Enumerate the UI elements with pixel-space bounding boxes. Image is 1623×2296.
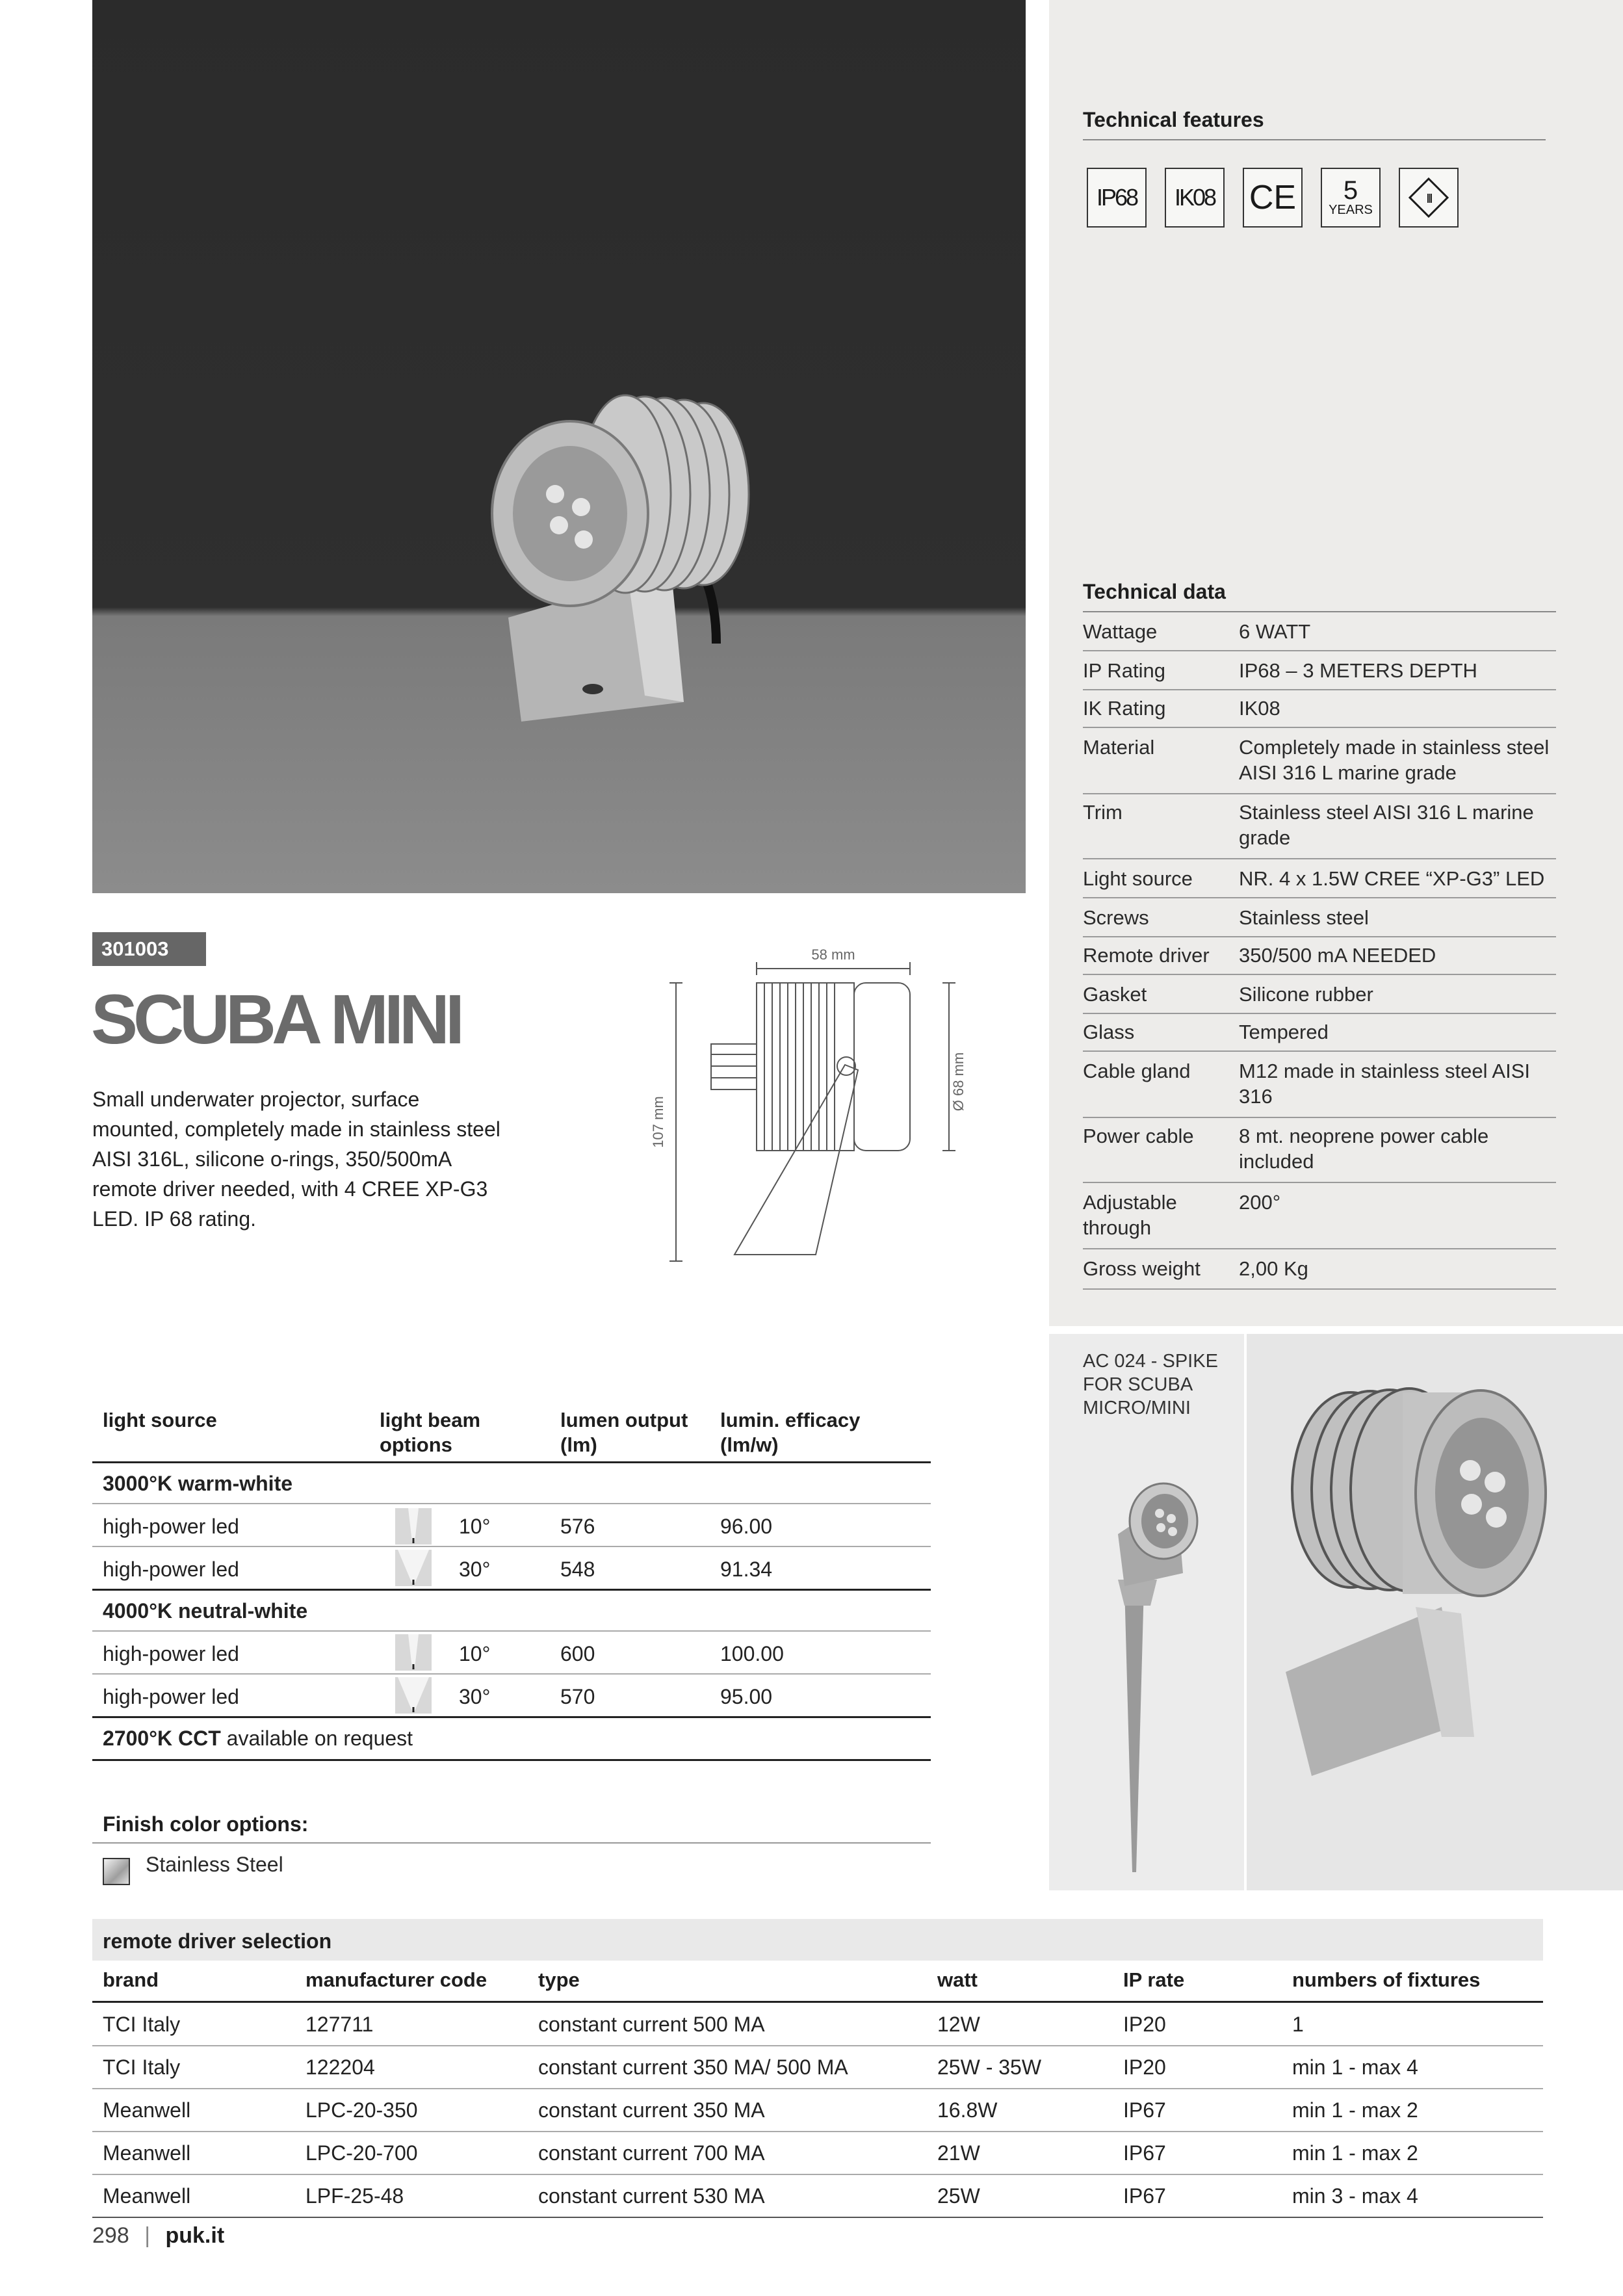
divider [1083,611,1556,612]
class-iii-symbol [1406,175,1451,220]
driver-watt-cell: 25W [937,2184,980,2208]
divider [92,1759,931,1761]
finish-title: Finish color options: [103,1812,309,1836]
light-source-cell: high-power led [103,1685,239,1708]
driver-code-cell: 127711 [305,2013,374,2036]
tech-row: Gasket Silicone rubber [1083,982,1556,1014]
efficacy-cell: 100.00 [720,1642,784,1665]
tech-row: IP Rating IP68 – 3 METERS DEPTH [1083,658,1556,690]
driver-ip-cell: IP20 [1123,2013,1166,2036]
dim-diameter-label: Ø 68 mm [950,1052,967,1112]
stainless-steel-swatch [103,1858,130,1885]
class-iii-icon [1399,168,1459,228]
footer-site-link[interactable]: puk.it [165,2223,225,2248]
accessory-label: AC 024 - SPIKE FOR SCUBA MICRO/MINI [1083,1351,1218,1418]
col-header-ip-rate: IP rate [1123,1968,1185,1991]
driver-fixtures-cell: min 1 - max 4 [1292,2055,1418,2079]
divider [92,1503,931,1504]
product-code-badge: 301003 [92,932,206,966]
product-photo [92,0,1026,893]
group-label: 3000°K warm-white [103,1472,293,1495]
driver-watt-cell: 25W - 35W [937,2055,1042,2079]
driver-fixtures-cell: 1 [1292,2013,1304,2036]
lumen-cell: 570 [560,1685,595,1708]
technical-features-title: Technical features [1083,108,1264,131]
finish-option-label: Stainless Steel [146,1853,283,1876]
divider [92,2174,1543,2175]
divider [92,2045,1543,2046]
driver-type-cell: constant current 700 MA [538,2141,765,2165]
driver-brand-cell: TCI Italy [103,2055,181,2079]
lumen-cell: 576 [560,1515,595,1538]
driver-ip-cell: IP67 [1123,2098,1166,2122]
efficacy-cell: 95.00 [720,1685,773,1708]
group-label: 4000°K neutral-white [103,1599,308,1623]
product-photo-illustration [92,0,1026,893]
ik08-icon: IK08 [1165,168,1225,228]
tech-row: Remote driver 350/500 mA NEEDED [1083,943,1556,975]
dim-width-label: 58 mm [811,946,855,963]
driver-watt-cell: 16.8W [937,2098,998,2122]
divider [92,1842,931,1844]
dim-height-label: 107 mm [650,1096,666,1148]
tech-row: Gross weight 2,00 Kg [1083,1256,1556,1290]
col-header-light-source: light source [103,1409,217,1431]
tech-row: Adjustable through 200° [1083,1190,1556,1249]
divider [92,1589,931,1591]
light-source-cell: high-power led [103,1558,239,1581]
divider [1083,139,1546,140]
col-header-lumen: lumen output (lm) [560,1409,688,1456]
col-header-beam: light beam options [380,1409,481,1456]
tech-row: Light source NR. 4 x 1.5W CREE “XP-G3” LED [1083,866,1556,898]
divider [92,1673,931,1675]
narrow-beam-icon [395,1508,432,1545]
driver-code-cell: LPF-25-48 [305,2184,404,2208]
tech-row: Cable gland M12 made in stainless steel AISI 316 [1083,1058,1556,1118]
footer-separator: | [144,2223,151,2248]
driver-brand-cell: TCI Italy [103,2013,181,2036]
driver-fixtures-cell: min 1 - max 2 [1292,2098,1418,2122]
dimension-drawing [643,943,981,1268]
cct-note: 2700°K CCT available on request [103,1727,413,1750]
lumen-cell: 600 [560,1642,595,1665]
light-source-cell: high-power led [103,1642,239,1665]
driver-code-cell: LPC-20-350 [305,2098,418,2122]
wide-beam-icon [395,1677,432,1714]
spike-photo [1079,1456,1222,1885]
divider [92,2131,1543,2132]
driver-watt-cell: 21W [937,2141,980,2165]
technical-data-title: Technical data [1083,580,1226,603]
footer [92,2223,224,2249]
narrow-beam-icon [395,1634,432,1671]
beam-angle-cell: 10° [459,1515,491,1538]
col-header-manufacturer-code: manufacturer code [305,1968,487,1991]
beam-angle-cell: 10° [459,1642,491,1665]
driver-watt-cell: 12W [937,2013,980,2036]
driver-brand-cell: Meanwell [103,2141,191,2165]
page-number: 298 [92,2223,129,2248]
driver-type-cell: constant current 500 MA [538,2013,765,2036]
col-header-efficacy: lumin. efficacy (lm/w) [720,1409,861,1456]
driver-ip-cell: IP67 [1123,2141,1166,2165]
tech-row: Power cable 8 mt. neoprene power cable included [1083,1123,1556,1183]
warranty-icon: 5 YEARS [1321,168,1381,228]
driver-fixtures-cell: min 3 - max 4 [1292,2184,1418,2208]
driver-code-cell: LPC-20-700 [305,2141,418,2165]
divider [92,1461,931,1463]
lumen-cell: 548 [560,1558,595,1581]
col-header-type: type [538,1968,580,1991]
divider [92,2088,1543,2089]
beam-angle-cell: 30° [459,1558,491,1581]
tech-row: Trim Stainless steel AISI 316 L marine grade [1083,800,1556,859]
efficacy-cell: 91.34 [720,1558,773,1581]
divider [92,1716,931,1718]
driver-type-cell: constant current 350 MA [538,2098,765,2122]
tech-row: Wattage 6 WATT [1083,619,1556,651]
col-header-watt: watt [937,1968,978,1991]
driver-code-cell: 122204 [305,2055,375,2079]
tech-row: IK Rating IK08 [1083,696,1556,728]
driver-ip-cell: IP20 [1123,2055,1166,2079]
driver-type-cell: constant current 530 MA [538,2184,765,2208]
technical-drawing [643,943,981,1268]
driver-brand-cell: Meanwell [103,2184,191,2208]
product-description: Small underwater projector, surface mounted, completely made in stainless steel AISI 316L, silicone o-rings, 350/500mA remote driver needed, with 4 CREE XP-G3 LED. IP 68 rating. [92,1088,500,1231]
tech-row: Material Completely made in stainless steel AISI 316 L marine grade [1083,735,1556,794]
col-header-fixtures: numbers of fixtures [1292,1968,1481,1991]
ip68-icon: IP68 [1087,168,1147,228]
tech-row: Screws Stainless steel [1083,905,1556,937]
divider [92,1630,931,1632]
driver-brand-cell: Meanwell [103,2098,191,2122]
scuba-mini-closeup-photo [1247,1334,1623,1890]
tech-row: Glass Tempered [1083,1019,1556,1052]
col-header-brand: brand [103,1968,159,1991]
divider [92,2217,1543,2218]
driver-ip-cell: IP67 [1123,2184,1166,2208]
product-title: SCUBA MINI [91,980,460,1058]
divider [92,2001,1543,2003]
efficacy-cell: 96.00 [720,1515,773,1538]
light-source-cell: high-power led [103,1515,239,1538]
divider [92,1546,931,1547]
remote-driver-title: remote driver selection [103,1929,332,1953]
driver-fixtures-cell: min 1 - max 2 [1292,2141,1418,2165]
ce-mark-icon: CE [1243,168,1303,228]
svg-text:III: III [1426,192,1431,206]
beam-angle-cell: 30° [459,1685,491,1708]
wide-beam-icon [395,1550,432,1586]
driver-type-cell: constant current 350 MA/ 500 MA [538,2055,848,2079]
